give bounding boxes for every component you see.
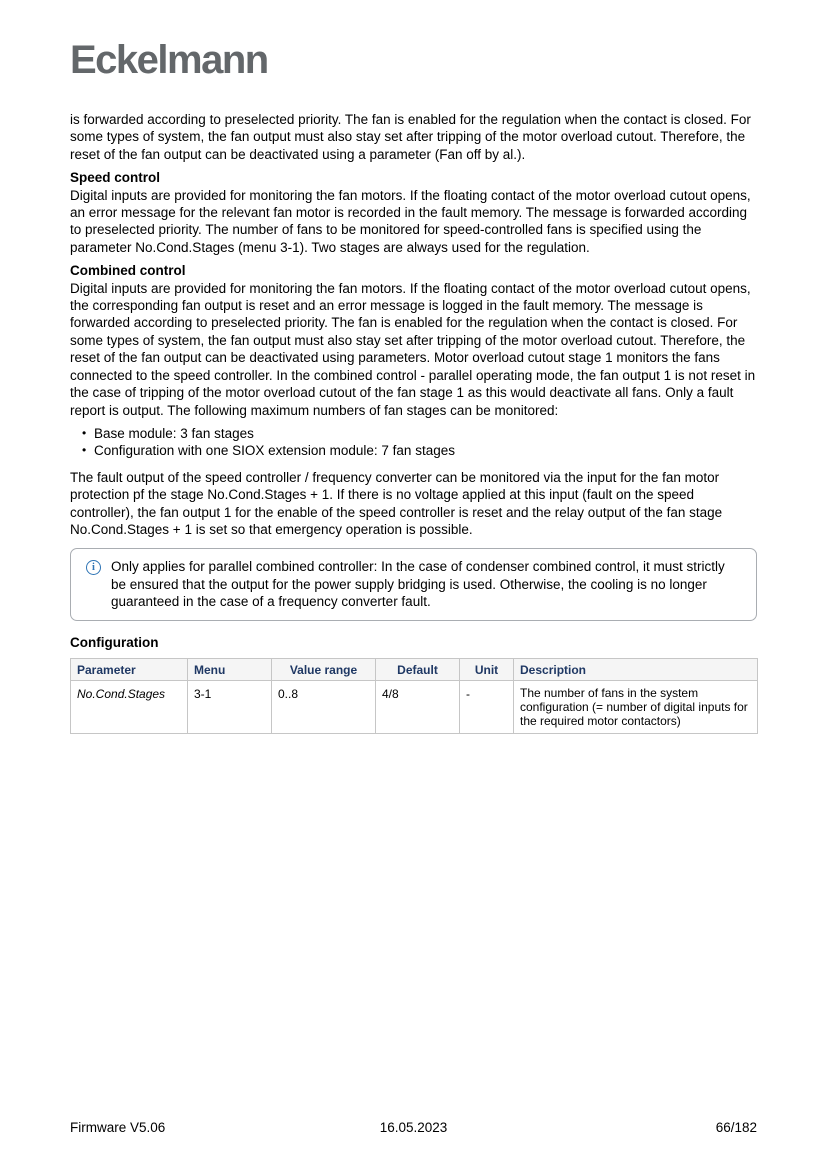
speed-control-paragraph: Digital inputs are provided for monitoring the fan motors. If the floating contact of the motor overload cutout opens, an error message for the relevant fan motor is recorded in the fault memory. The message is forwarded according to preselected priority. The number of fans to be monitored for speed-controlled fans is specified using the parameter No.Cond.Stages (menu 3-1). Two stages are always used for the regulation.: [70, 187, 751, 255]
footer-page-number: 66/182: [715, 1120, 757, 1135]
table-row: [71, 680, 758, 733]
cell-menu: 3-1: [188, 680, 272, 733]
footer-firmware-version: Firmware V5.06: [70, 1120, 166, 1135]
cell-default: 4/8: [376, 680, 460, 733]
fan-stage-list: [70, 425, 757, 460]
info-note-box: [70, 548, 757, 620]
column-header-unit: Unit: [460, 658, 514, 680]
column-header-parameter: Parameter: [71, 658, 188, 680]
cell-unit: -: [460, 680, 514, 733]
footer-date: 16.05.2023: [379, 1120, 448, 1135]
cell-description: The number of fans in the system configuration (= number of digital inputs for the required motor contactors): [514, 680, 758, 733]
combined-control-paragraph: Digital inputs are provided for monitoring the fan motors. If the floating contact of the motor overload cutout opens, the corresponding fan output is reset and an error message is logged in the fault memory. The message is forwarded according to preselected priority. The fan is enabled for the regulation when the contact is closed. For some types of system, the fan output must also stay set after tripping of the motor overload cutout. Therefore, the reset of the fan output can be deactivated using parameters. Motor overload cutout stage 1 monitors the fans connected to the speed controller. In the combined control - parallel operating mode, the fan output 1 is not reset in the case of tripping of the motor overload cutout of the fan stage 1 as this would deactivate all fans. Only a fault report is output. The following maximum numbers of fan stages can be monitored:: [70, 280, 756, 418]
configuration-table: [70, 658, 758, 734]
speed-control-heading: Speed control: [70, 170, 161, 186]
table-header-row: [71, 658, 758, 680]
cell-value-range: 0..8: [272, 680, 376, 733]
configuration-heading: Configuration: [70, 634, 159, 650]
column-header-value-range: Value range: [272, 658, 376, 680]
intro-paragraph: is forwarded according to preselected priority. The fan is enabled for the regulation when the contact is closed. For some types of system, the fan output must also stay set after tripping of the motor overload cutout. Therefore, the reset of the fan output can be deactivated using a parameter (Fan off by al.).: [70, 112, 751, 162]
combined-control-heading: Combined control: [70, 263, 186, 279]
eckelmann-logo: Eckelmann: [70, 38, 268, 82]
cell-parameter: No.Cond.Stages: [71, 680, 188, 733]
info-icon: i: [86, 560, 101, 575]
column-header-default: Default: [376, 658, 460, 680]
column-header-menu: Menu: [188, 658, 272, 680]
info-note-text: Only applies for parallel combined controller: In the case of condenser combined control, it must strictly be ensured that the output for the power supply bridging is used. Otherwise, the cooling is no longer guaranteed in the case of a frequency converter fault.: [111, 559, 725, 610]
list-item: • Configuration with one SIOX extension module: 7 fan stages: [94, 442, 757, 459]
column-header-description: Description: [514, 658, 758, 680]
page-content: [70, 111, 757, 734]
page-footer: [70, 1120, 757, 1138]
fault-output-paragraph: The fault output of the speed controller / frequency converter can be monitored via the input for the fan motor protection pf the stage No.Cond.Stages + 1. If there is no voltage applied at this input (fault on the speed controller), the fan output 1 for the enable of the speed controller is reset and the relay output of the fan stage No.Cond.Stages + 1 is set so that emergency operation is possible.: [70, 469, 723, 537]
list-item: • Base module: 3 fan stages: [94, 425, 757, 442]
